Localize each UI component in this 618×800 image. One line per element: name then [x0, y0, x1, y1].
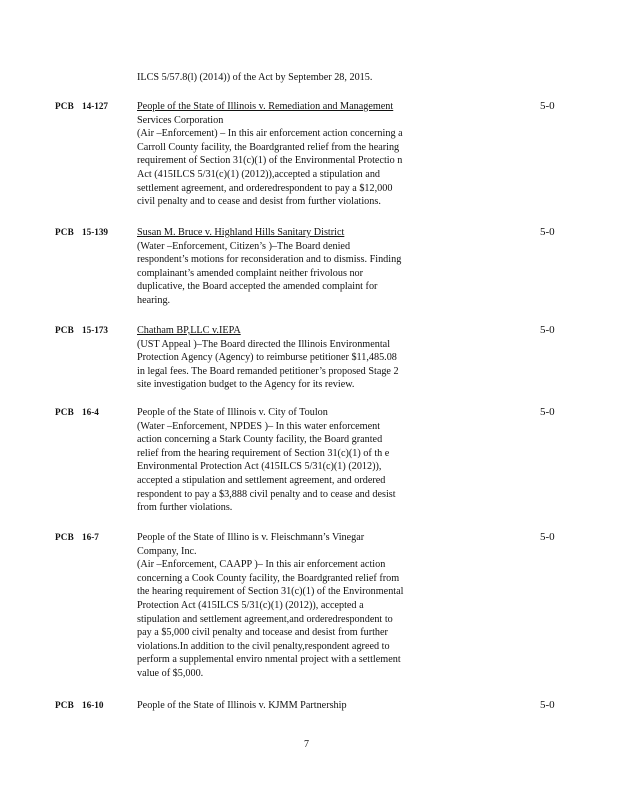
case-description-line: in legal fees. The Board remanded petitioner’s proposed Stage 2 — [137, 365, 399, 377]
vote-tally: 5-0 — [540, 100, 555, 112]
case-title-line: People of the State of Illino is v. Fleischmann’s Vinegar — [137, 532, 365, 543]
case-description-line: the hearing requirement of Section 31(c)(1) of the Environmental — [137, 586, 404, 598]
case-description-line: (Water –Enforcement, NPDES )– In this water enforcement — [137, 420, 381, 432]
case-description-line: complainant’s amended complaint neither frivolous nor — [137, 267, 364, 279]
vote-tally: 5-0 — [540, 699, 555, 711]
case-title-line: Chatham BP,LLC v.IEPA — [137, 325, 241, 336]
case-description-line: Carroll County facility, the Boardgranted relief from the hearing — [137, 141, 400, 153]
case-body — [137, 226, 457, 308]
case-title-line: Services Corporation — [137, 114, 224, 126]
case-description-line: hearing. — [137, 294, 171, 306]
case-description-line: Act (415ILCS 5/31(c)(1) (2012)),accepted a stipulation and — [137, 168, 381, 180]
case-body — [137, 324, 457, 392]
case-body — [137, 100, 457, 209]
case-description-line: requirement of Section 31(c)(1) of the Environmental Protectio n — [137, 155, 403, 167]
case-body — [137, 531, 457, 681]
case-description-line: respondent’s motions for reconsideration and to dismiss. Finding — [137, 254, 402, 266]
case-description-line: (UST Appeal )–The Board directed the Illinois Environmental — [137, 338, 391, 350]
case-description-line: (Air –Enforcement) – In this air enforcement action concerning a — [137, 128, 403, 140]
case-description-line: (Water –Enforcement, Citizen’s )–The Board denied — [137, 240, 351, 252]
case-number: 15-173 — [82, 325, 109, 335]
case-description-line: Protection Agency (Agency) to reimburse petitioner $11,485.08 — [137, 352, 397, 364]
case-description-line: settlement agreement, and orderedrespondent to pay a $12,000 — [137, 182, 393, 194]
case-title-line: Company, Inc. — [137, 545, 197, 557]
vote-tally: 5-0 — [540, 324, 555, 336]
case-description-line: (Air –Enforcement, CAAPP )– In this air enforcement action — [137, 559, 386, 571]
case-description-line: concerning a Cook County facility, the Boardgranted relief from — [137, 572, 400, 584]
vote-tally: 5-0 — [540, 226, 555, 238]
case-title-line: People of the State of Illinois v. Remediation and Management — [137, 101, 394, 112]
case-type-label: PCB — [55, 407, 74, 417]
case-description-line: civil penalty and to cease and desist from further violations. — [137, 196, 381, 208]
case-description-line: perform a supplemental enviro nmental project with a settlement — [137, 654, 401, 666]
case-description-line: Environmental Protection Act (415ILCS 5/31(c)(1) (2012)), — [137, 461, 382, 473]
case-number: 16-7 — [82, 532, 99, 542]
case-description-line: from further violations. — [137, 502, 233, 514]
vote-tally: 5-0 — [540, 531, 555, 543]
vote-tally: 5-0 — [540, 406, 555, 418]
case-type-label: PCB — [55, 227, 74, 237]
case-number: 16-4 — [82, 407, 99, 417]
case-body — [137, 699, 457, 713]
case-description-line: accepted a stipulation and settlement agreement, and ordered — [137, 474, 386, 486]
case-body — [137, 406, 457, 515]
case-number: 14-127 — [82, 101, 109, 111]
case-type-label: PCB — [55, 532, 74, 542]
case-description-line: respondent to pay a $3,888 civil penalty and to cease and desist — [137, 488, 396, 500]
continued-text-line: ILCS 5/57.8(l) (2014)) of the Act by September 28, 2015. — [137, 72, 373, 83]
case-number: 15-139 — [82, 227, 109, 237]
case-description-line: stipulation and settlement agreement,and orderedrespondent to — [137, 613, 393, 625]
case-type-label: PCB — [55, 700, 74, 710]
case-description-line: relief from the hearing requirement of Section 31(c)(1) of th e — [137, 447, 390, 459]
case-title-line: People of the State of Illinois v. City of Toulon — [137, 407, 328, 418]
case-type-label: PCB — [55, 101, 74, 111]
case-title-line: People of the State of Illinois v. KJMM Partnership — [137, 700, 347, 711]
case-description-line: Protection Act (415ILCS 5/31(c)(1) (2012)), accepted a — [137, 599, 364, 611]
case-description-line: action concerning a Stark County facility, the Board granted — [137, 434, 383, 446]
case-type-label: PCB — [55, 325, 74, 335]
case-number: 16-10 — [82, 700, 104, 710]
case-description-line: value of $5,000. — [137, 667, 204, 679]
page-number: 7 — [304, 739, 309, 750]
case-title-line: Susan M. Bruce v. Highland Hills Sanitary District — [137, 227, 345, 238]
case-description-line: pay a $5,000 civil penalty and tocease and desist from further — [137, 627, 388, 639]
case-description-line: site investigation budget to the Agency for its review. — [137, 379, 355, 391]
case-description-line: violations.In addition to the civil penalty,respondent agreed to — [137, 640, 390, 652]
case-description-line: duplicative, the Board accepted the amended complaint for — [137, 281, 378, 293]
